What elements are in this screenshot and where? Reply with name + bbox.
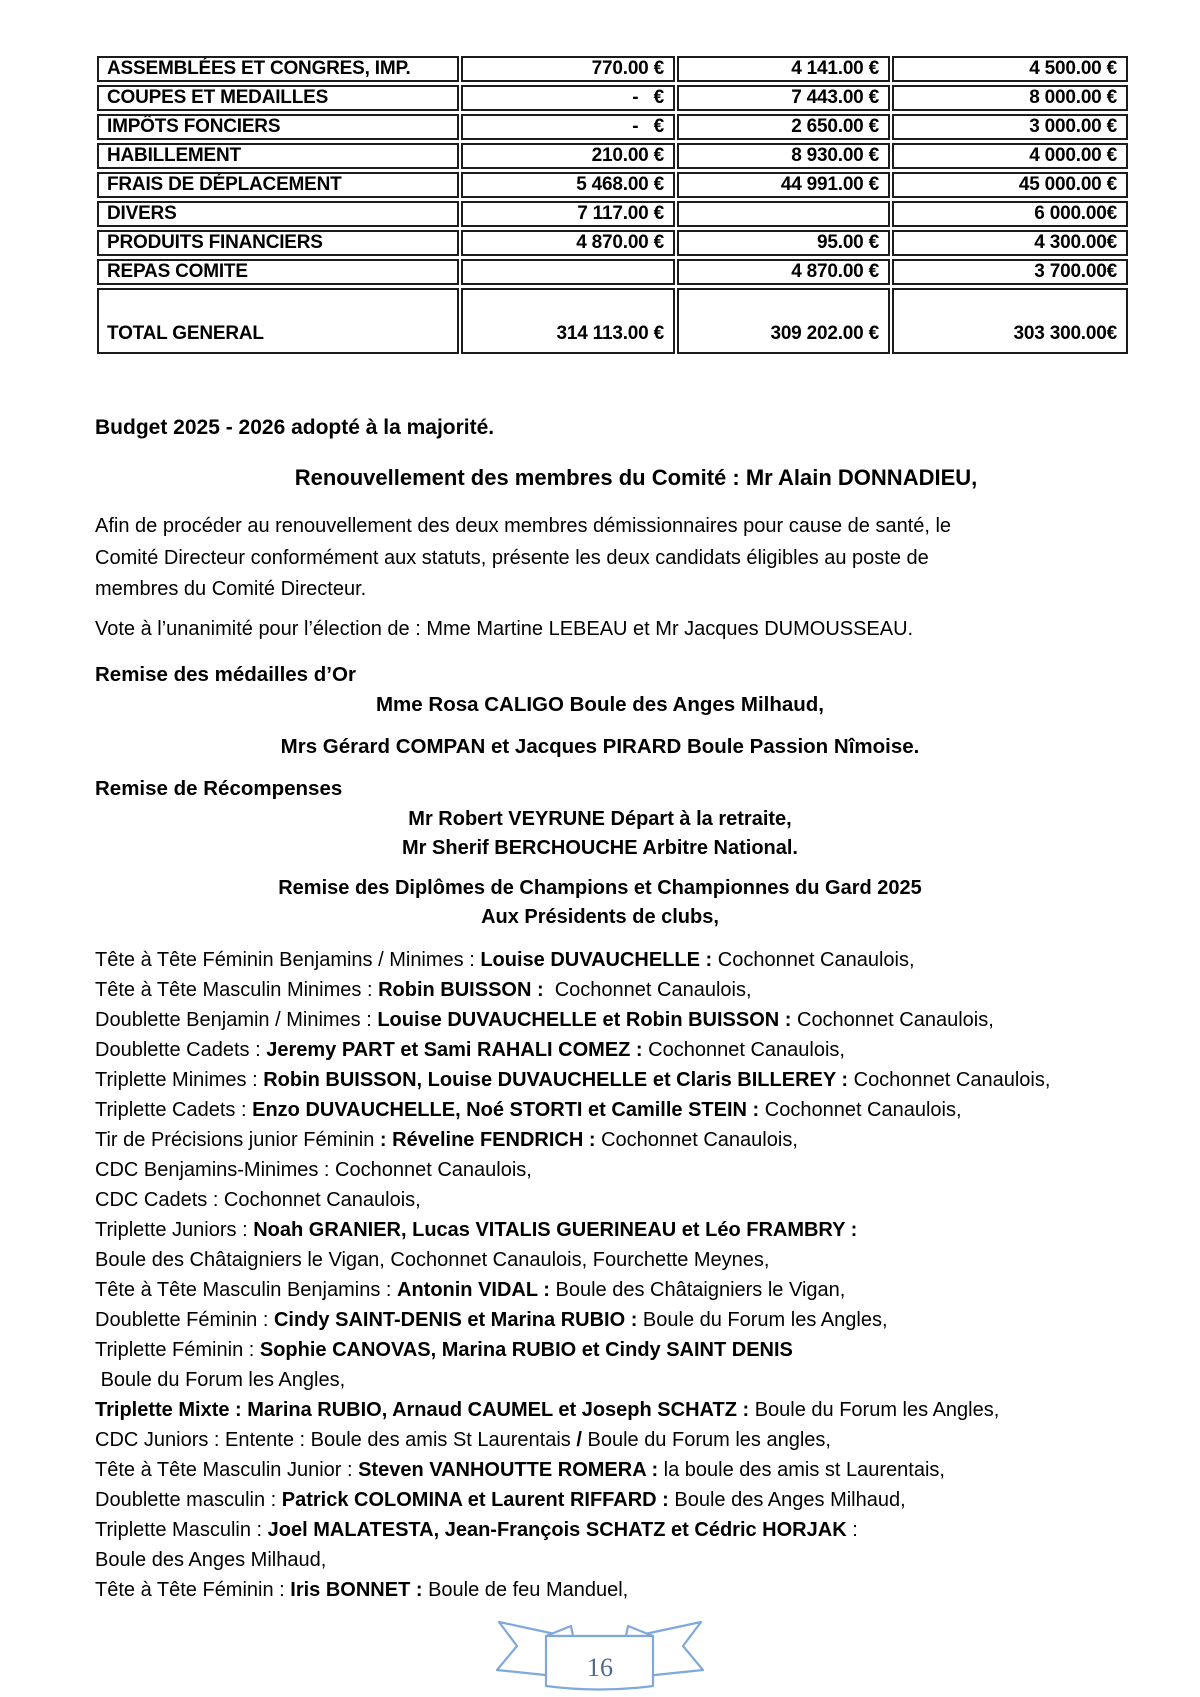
- budget-row-label: PRODUITS FINANCIERS: [97, 230, 459, 256]
- budget-row-label: REPAS COMITE: [97, 259, 459, 285]
- budget-amount-cell: 45 000.00 €: [892, 172, 1128, 198]
- diplomas-heading-line-2: Aux Présidents de clubs,: [481, 906, 719, 928]
- budget-amount-cell: 3 700.00€: [892, 259, 1128, 285]
- budget-amount-cell: 7 117.00 €: [461, 201, 675, 227]
- gold-medal-recipient-2: Mrs Gérard COMPAN et Jacques PIRARD Boule Passion Nîmoise.: [280, 735, 920, 758]
- page-number: 16: [587, 1653, 613, 1682]
- budget-row-label: DIVERS: [97, 201, 459, 227]
- budget-row: [97, 230, 1128, 256]
- award-winner-name: Noah GRANIER, Lucas VITALIS GUERINEAU et Léo FRAMBRY :: [253, 1219, 858, 1241]
- award-category-text: Triplette Masculin :: [95, 1519, 268, 1541]
- award-category-text: Doublette masculin :: [95, 1489, 282, 1511]
- budget-row-label: IMPÔTS FONCIERS: [97, 114, 459, 140]
- award-category-text: Tir de Précisions junior Féminin: [95, 1129, 380, 1151]
- budget-amount-cell: 4 870.00 €: [461, 230, 675, 256]
- award-line: [95, 1245, 1105, 1275]
- budget-amount-cell: 44 991.00 €: [677, 172, 890, 198]
- award-line: [95, 1455, 1105, 1485]
- award-category-text: Cochonnet Canaulois,: [759, 1099, 962, 1121]
- budget-amount-cell: - €: [461, 114, 675, 140]
- budget-amount-cell: 210.00 €: [461, 143, 675, 169]
- budget-amount-cell: 6 000.00€: [892, 201, 1128, 227]
- award-category-text: Boule du Forum les Angles,: [637, 1309, 888, 1331]
- award-line: [95, 1425, 1105, 1455]
- award-winner-name: Steven VANHOUTTE ROMERA :: [358, 1459, 659, 1481]
- award-category-text: Cochonnet Canaulois,: [791, 1009, 994, 1031]
- page-footer: [495, 1620, 705, 1692]
- budget-amount-cell: 4 870.00 €: [677, 259, 890, 285]
- budget-row: [97, 172, 1128, 198]
- award-line: [95, 1275, 1105, 1305]
- budget-amount-cell: 4 141.00 €: [677, 56, 890, 82]
- award-winner-name: Robin BUISSON, Louise DUVAUCHELLE et Claris BILLEREY :: [263, 1069, 849, 1091]
- award-winner-name: Enzo DUVAUCHELLE, Noé STORTI et Camille STEIN :: [252, 1099, 760, 1121]
- award-category-text: Tête à Tête Masculin Junior :: [95, 1459, 359, 1481]
- award-category-text: Tête à Tête Féminin Benjamins / Minimes :: [95, 949, 481, 971]
- budget-amount-cell: 3 000.00 €: [892, 114, 1128, 140]
- award-category-text: Doublette Féminin :: [95, 1309, 274, 1331]
- budget-amount-cell: 2 650.00 €: [677, 114, 890, 140]
- award-category-text: la boule des amis st Laurentais,: [658, 1459, 945, 1481]
- award-winner-name: Louise DUVAUCHELLE et Robin BUISSON :: [377, 1009, 792, 1031]
- award-line: [95, 1545, 1105, 1575]
- ribbon-right-fold: [626, 1626, 653, 1636]
- award-category-text: CDC Juniors : Entente : Boule des amis St Laurentais: [95, 1429, 577, 1451]
- award-line: [95, 1035, 1105, 1065]
- budget-amount-cell: - €: [461, 85, 675, 111]
- budget-amount-cell: 309 202.00 €: [677, 288, 890, 354]
- award-line: [95, 1005, 1105, 1035]
- award-category-text: Boule des Anges Milhaud,: [668, 1489, 906, 1511]
- award-line: [95, 1155, 1105, 1185]
- award-line: [95, 1575, 1105, 1605]
- award-winner-name: Patrick COLOMINA et Laurent RIFFARD :: [281, 1489, 669, 1511]
- reward-recipient-2: Mr Sherif BERCHOUCHE Arbitre National.: [402, 837, 798, 859]
- award-category-text: Boule du Forum les angles,: [581, 1429, 831, 1451]
- reward-recipient-1: Mr Robert VEYRUNE Départ à la retraite,: [408, 808, 792, 830]
- award-category-text: Doublette Cadets :: [95, 1039, 267, 1061]
- gold-medals-heading: Remise des médailles d’Or: [95, 663, 356, 686]
- award-line: [95, 1185, 1105, 1215]
- award-category-text: Cochonnet Canaulois,: [543, 979, 752, 1001]
- budget-row-label: ASSEMBLÉES ET CONGRES, IMP.: [97, 56, 459, 82]
- paragraph-line: Afin de procéder au renouvellement des deux membres démissionnaires pour cause de santé, le: [95, 515, 952, 537]
- budget-amount-cell: 8 000.00 €: [892, 85, 1128, 111]
- budget-row: [97, 114, 1128, 140]
- award-category-text: Boule de feu Manduel,: [422, 1579, 629, 1601]
- budget-row-label: HABILLEMENT: [97, 143, 459, 169]
- budget-row: [97, 259, 1128, 285]
- award-winner-name: Joel MALATESTA, Jean-François SCHATZ et Cédric HORJAK: [267, 1519, 847, 1541]
- budget-amount-cell: 95.00 €: [677, 230, 890, 256]
- budget-row: [97, 56, 1128, 82]
- award-line: [95, 1515, 1105, 1545]
- award-winner-name: /: [576, 1429, 582, 1451]
- award-winner-name: Sophie CANOVAS, Marina RUBIO et Cindy SAINT DENIS: [259, 1339, 793, 1361]
- budget-amount-cell: 4 500.00 €: [892, 56, 1128, 82]
- award-winner-name: Triplette Mixte : Marina RUBIO, Arnaud CAUMEL et Joseph SCHATZ :: [95, 1399, 750, 1421]
- award-category-text: Boule des Châtaigniers le Vigan,: [549, 1279, 846, 1301]
- award-category-text: Tête à Tête Féminin :: [95, 1579, 291, 1601]
- award-line: [95, 1125, 1105, 1155]
- award-winner-name: Jeremy PART et Sami RAHALI COMEZ :: [266, 1039, 643, 1061]
- award-category-text: CDC Benjamins-Minimes : Cochonnet Canaulois,: [95, 1159, 532, 1181]
- award-winner-name: Antonin VIDAL :: [397, 1279, 550, 1301]
- award-category-text: Cochonnet Canaulois,: [642, 1039, 845, 1061]
- budget-table-body: [97, 56, 1128, 354]
- budget-amount-cell: 303 300.00€: [892, 288, 1128, 354]
- award-category-text: Boule du Forum les Angles,: [749, 1399, 1000, 1421]
- award-line: [95, 1485, 1105, 1515]
- award-winner-name: Cindy SAINT-DENIS et Marina RUBIO :: [273, 1309, 638, 1331]
- budget-row-label: COUPES ET MEDAILLES: [97, 85, 459, 111]
- award-winner-name: Iris BONNET :: [290, 1579, 423, 1601]
- renewal-heading: Renouvellement des membres du Comité : Mr Alain DONNADIEU,: [294, 465, 978, 490]
- award-category-text: Doublette Benjamin / Minimes :: [95, 1009, 378, 1031]
- award-line: [95, 1095, 1105, 1125]
- budget-amount-cell: 770.00 €: [461, 56, 675, 82]
- ribbon-banner-icon: [495, 1620, 705, 1692]
- budget-amount-cell: 8 930.00 €: [677, 143, 890, 169]
- budget-total-row: [97, 288, 1128, 354]
- award-category-text: Triplette Cadets :: [95, 1099, 253, 1121]
- award-line: [95, 1395, 1105, 1425]
- award-winner-name: Robin BUISSON :: [378, 979, 544, 1001]
- paragraph-line: membres du Comité Directeur.: [95, 578, 367, 600]
- budget-row: [97, 201, 1128, 227]
- award-line: [95, 945, 1105, 975]
- award-category-text: Tête à Tête Masculin Benjamins :: [95, 1279, 397, 1301]
- budget-row-label: FRAIS DE DÉPLACEMENT: [97, 172, 459, 198]
- paragraph-line: Comité Directeur conformément aux statuts, présente les deux candidats éligibles au poste de: [95, 546, 929, 569]
- budget-amount-cell: 314 113.00 €: [461, 288, 675, 354]
- award-line: [95, 1335, 1105, 1365]
- award-category-text: :: [846, 1519, 858, 1541]
- diplomas-heading-line-1: Remise des Diplômes de Champions et Championnes du Gard 2025: [278, 877, 922, 899]
- budget-amount-cell: [461, 259, 675, 285]
- budget-row: [97, 85, 1128, 111]
- award-category-text: Boule des Anges Milhaud,: [95, 1549, 327, 1571]
- gold-medal-recipient-1: Mme Rosa CALIGO Boule des Anges Milhaud,: [375, 693, 825, 716]
- award-line: [95, 1365, 1105, 1395]
- rewards-heading: Remise de Récompenses: [95, 777, 343, 800]
- budget-table: [95, 53, 1130, 357]
- vote-line: Vote à l’unanimité pour l’élection de : Mme Martine LEBEAU et Mr Jacques DUMOUSSEAU.: [95, 618, 914, 640]
- budget-amount-cell: [677, 201, 890, 227]
- award-category-text: Cochonnet Canaulois,: [595, 1129, 798, 1151]
- renewal-paragraph: [95, 511, 1105, 606]
- budget-amount-cell: 5 468.00 €: [461, 172, 675, 198]
- award-line: [95, 1065, 1105, 1095]
- award-category-text: Boule des Châtaigniers le Vigan, Cochonnet Canaulois, Fourchette Meynes,: [95, 1249, 770, 1271]
- budget-row: [97, 143, 1128, 169]
- award-category-text: Cochonnet Canaulois,: [848, 1069, 1051, 1091]
- award-category-text: Cochonnet Canaulois,: [712, 949, 915, 971]
- award-category-text: Triplette Minimes :: [95, 1069, 264, 1091]
- budget-adoption-heading: Budget 2025 - 2026 adopté à la majorité.: [95, 416, 495, 439]
- award-category-text: Triplette Juniors :: [95, 1219, 254, 1241]
- budget-row-label: TOTAL GENERAL: [97, 288, 459, 354]
- award-winner-name: Louise DUVAUCHELLE :: [480, 949, 713, 971]
- award-line: [95, 1215, 1105, 1245]
- rewards-recipients: [95, 805, 1105, 863]
- award-category-text: CDC Cadets : Cochonnet Canaulois,: [95, 1189, 421, 1211]
- award-category-text: Tête à Tête Masculin Minimes :: [95, 979, 379, 1001]
- award-category-text: Boule du Forum les Angles,: [95, 1369, 346, 1391]
- award-line: [95, 975, 1105, 1005]
- award-category-text: Triplette Féminin :: [95, 1339, 260, 1361]
- budget-amount-cell: 4 300.00€: [892, 230, 1128, 256]
- champions-list: [95, 945, 1105, 1605]
- diplomas-heading: [95, 874, 1105, 932]
- ribbon-left-fold: [546, 1626, 573, 1636]
- award-line: [95, 1305, 1105, 1335]
- award-winner-name: : Réveline FENDRICH :: [379, 1129, 596, 1151]
- budget-amount-cell: 4 000.00 €: [892, 143, 1128, 169]
- budget-amount-cell: 7 443.00 €: [677, 85, 890, 111]
